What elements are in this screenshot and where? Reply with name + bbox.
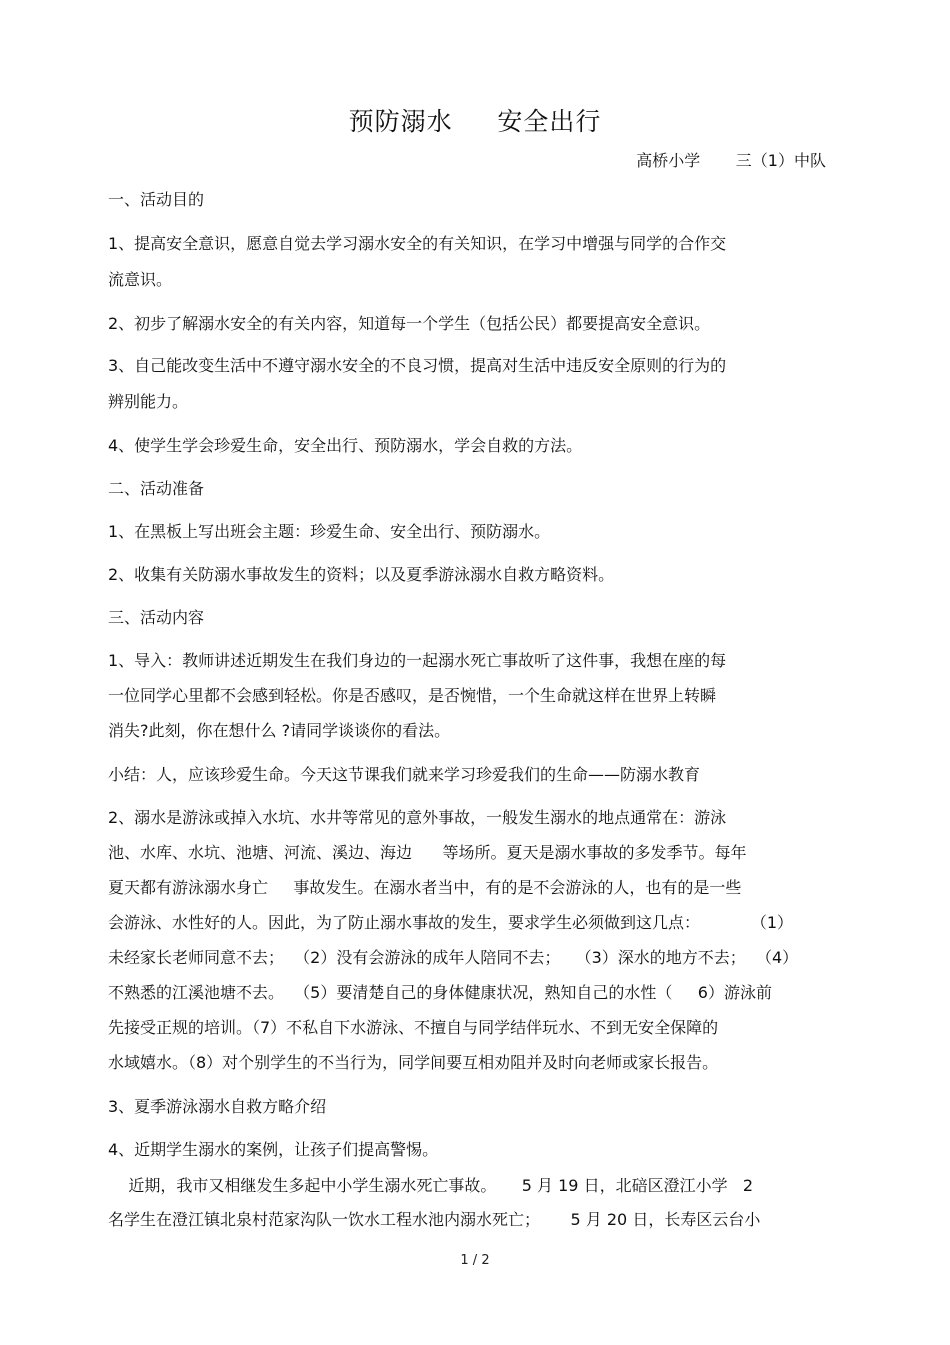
text-line: 3、自己能改变生活中不遵守溺水安全的不良习惯，提高对生活中违反安全原则的行为的: [108, 356, 727, 375]
page-number: 1 / 2: [460, 1253, 490, 1268]
text-line: 4、近期学生溺水的案例，让孩子们提高警惕。: [108, 1140, 439, 1159]
document-title: 预防溺水 安全出行: [348, 107, 602, 136]
text-line: 近期，我市又相继发生多起中小学生溺水死亡事故。 5 月 19 日，北碚区澄江小学 2: [108, 1176, 754, 1195]
text-line: 会游泳、水性好的人。因此，为了防止溺水事故的发生，要求学生必须做到这几点： （1）: [108, 913, 794, 932]
text-line: 消失?此刻，你在想什么 ?请同学谈谈你的看法。: [108, 721, 451, 740]
text-line: 3、夏季游泳溺水自救方略介绍: [108, 1097, 327, 1116]
text-line: 1、导入：教师讲述近期发生在我们身边的一起溺水死亡事故听了这件事，我想在座的每: [108, 651, 727, 670]
text-line: 1、提高安全意识，愿意自觉去学习溺水安全的有关知识，在学习中增强与同学的合作交: [108, 234, 727, 253]
text-line: 2、初步了解溺水安全的有关内容，知道每一个学生（包括公民）都要提高安全意识。: [108, 314, 711, 333]
text-line: 2、收集有关防溺水事故发生的资料；以及夏季游泳溺水自救方略资料。: [108, 565, 615, 584]
text-line: 水域嬉水。（8）对个别学生的不当行为，同学间要互相劝阻并及时向老师或家长报告。: [108, 1053, 719, 1072]
text-line: 2、溺水是游泳或掉入水坑、水井等常见的意外事故，一般发生溺水的地点通常在：游泳: [108, 808, 727, 827]
section-heading: 二、活动准备: [108, 479, 205, 498]
section-heading: 三、活动内容: [108, 608, 205, 627]
text-line: 名学生在澄江镇北泉村范家沟队一饮水工程水池内溺水死亡； 5 月 20 日，长寿区云台小: [108, 1210, 761, 1229]
text-line: 一位同学心里都不会感到轻松。你是否感叹，是否惋惜，一个生命就这样在世界上转瞬: [108, 686, 717, 705]
text-line: 辨别能力。: [108, 392, 189, 411]
text-line: 1、在黑板上写出班会主题：珍爱生命、安全出行、预防溺水。: [108, 522, 551, 541]
text-line: 4、使学生学会珍爱生命，安全出行、预防溺水，学会自救的方法。: [108, 436, 583, 455]
document-subtitle: 高桥小学 三（1）中队: [636, 151, 826, 170]
text-line: 夏天都有游泳溺水身亡 事故发生。在溺水者当中，有的是不会游泳的人，也有的是一些: [108, 878, 742, 897]
text-line: 小结：人，应该珍爱生命。今天这节课我们就来学习珍爱我们的生命——防溺水教育: [108, 765, 701, 784]
text-line: 未经家长老师同意不去； （2）没有会游泳的成年人陪同不去； （3）深水的地方不去； （4）: [108, 948, 799, 967]
text-line: 不熟悉的江溪池塘不去。 （5）要清楚自己的身体健康状况，熟知自己的水性（ 6）游泳前: [108, 983, 772, 1002]
text-line: 先接受正规的培训。（7）不私自下水游泳、不擅自与同学结伴玩水、不到无安全保障的: [108, 1018, 719, 1037]
text-line: 流意识。: [108, 270, 173, 289]
section-heading: 一、活动目的: [108, 190, 205, 209]
text-line: 池、水库、水坑、池塘、河流、溪边、海边 等场所。夏天是溺水事故的多发季节。每年: [108, 843, 747, 862]
